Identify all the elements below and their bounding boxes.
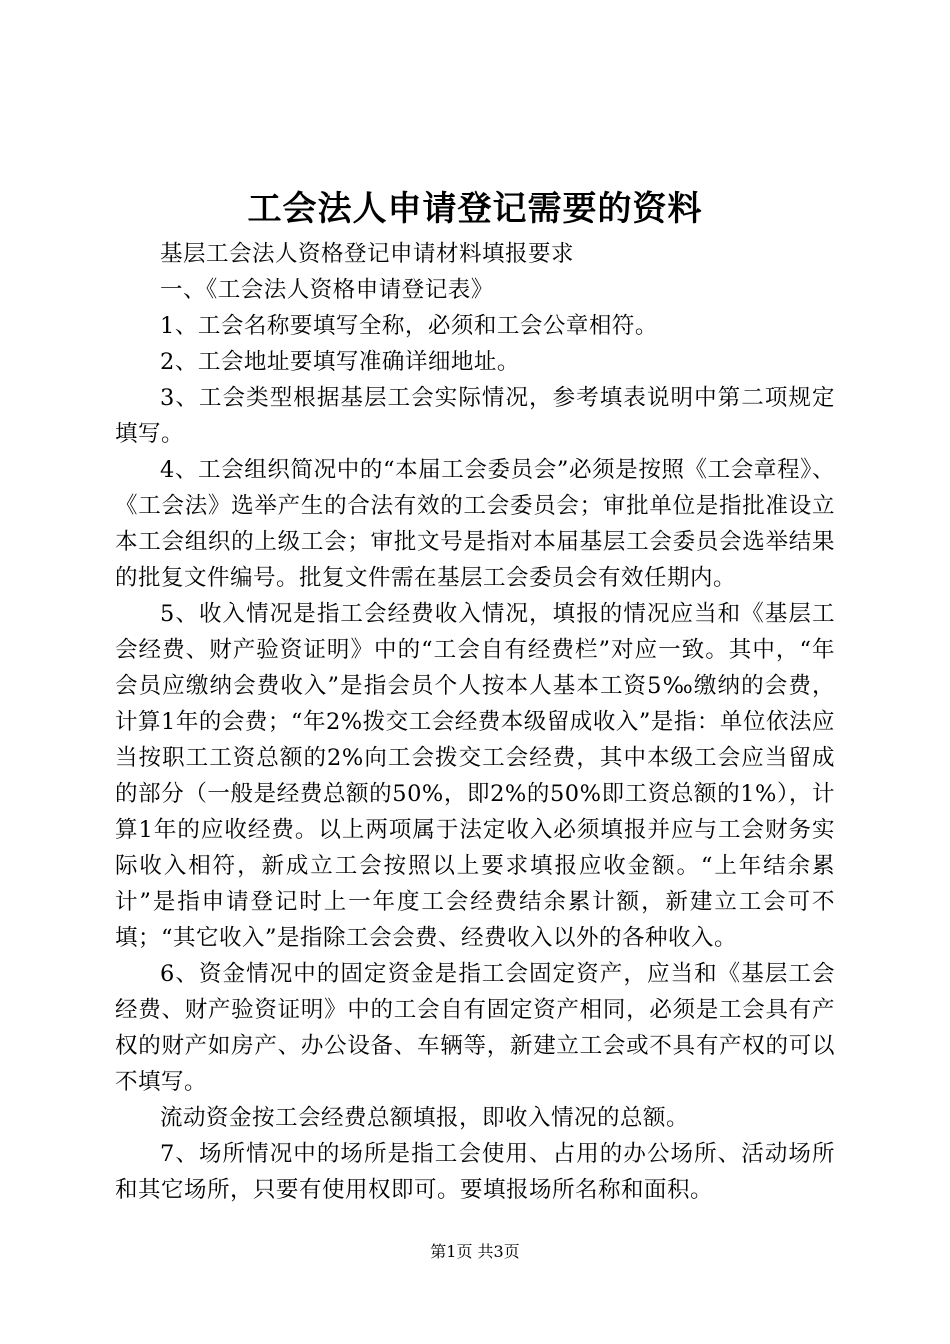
paragraph-item-1: 1、工会名称要填写全称，必须和工会公章相符。 — [160, 313, 658, 339]
paragraph-item-3: 3、工会类型根据基层工会实际情况，参考填表说明中第二项规定填写。 — [115, 385, 835, 447]
document-body — [115, 236, 835, 1208]
paragraph-item-6: 6、资金情况中的固定资金是指工会固定资产，应当和《基层工会经费、财产验资证明》中的工会自有固定资产相同，必须是工会具有产权的财产如房产、办公设备、车辆等，新建立工会或不具有产权的可以不填写。 — [115, 961, 835, 1095]
paragraph-item-2: 2、工会地址要填写准确详细地址。 — [160, 349, 520, 375]
paragraph-liquid-funds: 流动资金按工会经费总额填报，即收入情况的总额。 — [160, 1105, 690, 1131]
paragraph-heading: 基层工会法人资格登记申请材料填报要求 — [160, 241, 575, 267]
paragraph-item-4: 4、工会组织简况中的“本届工会委员会”必须是按照《工会章程》、《工会法》选举产生的合法有效的工会委员会；审批单位是指批准设立本工会组织的上级工会；审批文号是指对本届基层工会委员会选举结果的批复文件编号。批复文件需在基层工会委员会有效任期内。 — [115, 457, 835, 591]
page-number: 第1页 共3页 — [430, 1242, 520, 1261]
paragraph-item-7: 7、场所情况中的场所是指工会使用、占用的办公场所、活动场所和其它场所，只要有使用权即可。要填报场所名称和面积。 — [115, 1141, 835, 1203]
document-title: 工会法人申请登记需要的资料 — [247, 189, 703, 229]
paragraph-item-5: 5、收入情况是指工会经费收入情况，填报的情况应当和《基层工会经费、财产验资证明》中的“工会自有经费栏”对应一致。其中，“年会员应缴纳会费收入”是指会员个人按本人基本工资5‰缴纳的会费，计算1年的会费；“年2%拨交工会经费本级留成收入”是指：单位依法应当按职工工资总额的2%向工会拨交工会经费，其中本级工会应当留成的部分（一般是经费总额的50%，即2%的50%即工资总额的1%），计算1年的应收经费。以上两项属于法定收入必须填报并应与工会财务实际收入相符，新成立工会按照以上要求填报应收金额。“上年结余累计”是指申请登记时上一年度工会经费结余累计额，新建立工会可不填；“其它收入”是指除工会会费、经费收入以外的各种收入。 — [115, 601, 835, 951]
paragraph-section-title: 一、《工会法人资格申请登记表》 — [160, 277, 494, 303]
